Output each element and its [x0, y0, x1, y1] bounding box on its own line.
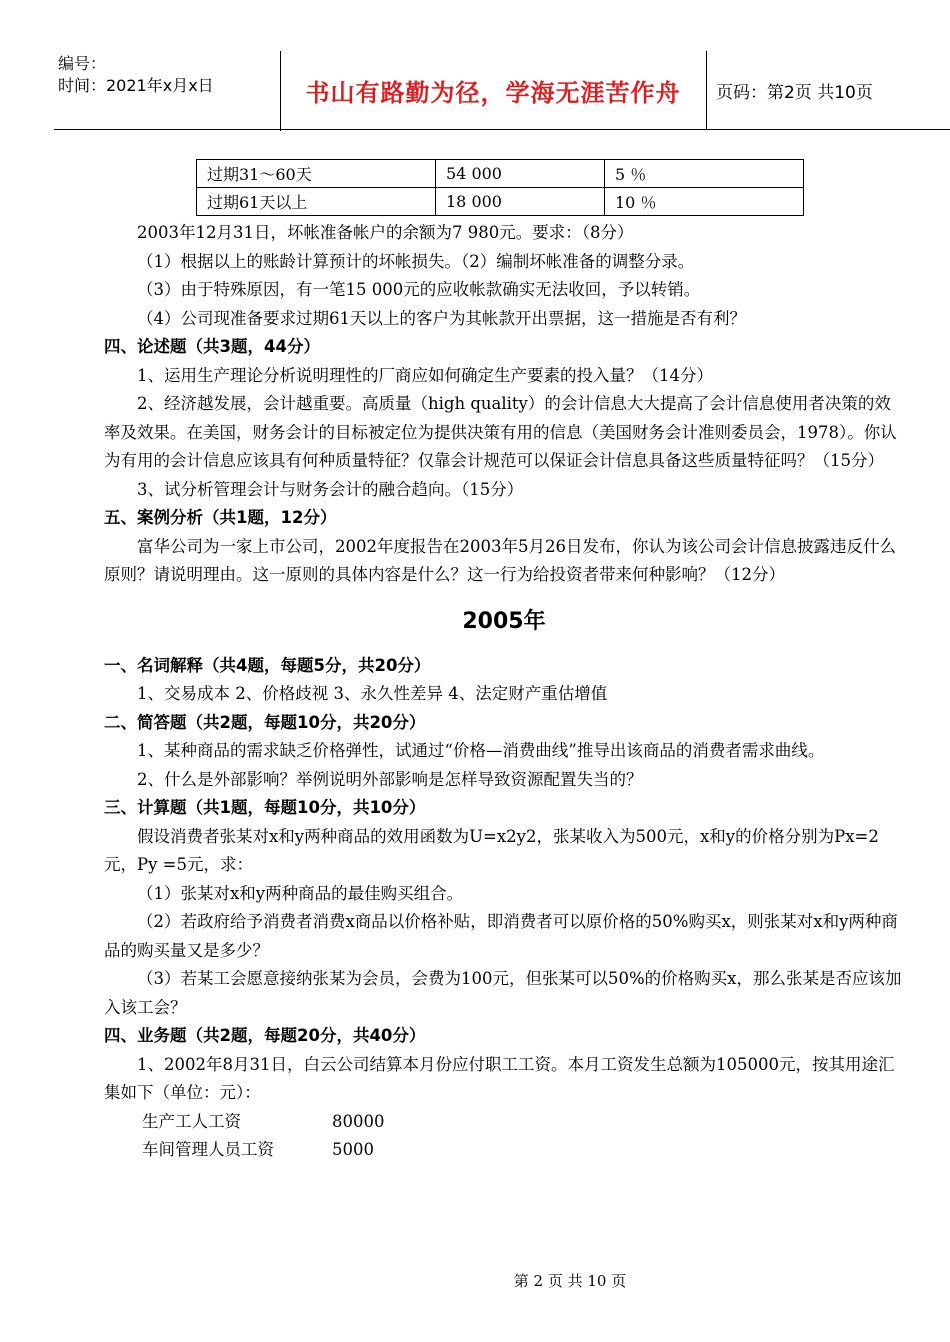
table-cell: 过期31～60天	[197, 160, 436, 188]
year-title: 2005年	[462, 608, 546, 634]
paragraph: （2）若政府给予消费者消费x商品以价格补贴，即消费者可以原价格的50%购买x，则张某对x和y两种商品的购买量又是多少？	[104, 912, 898, 960]
wage-label: 生产工人工资	[142, 1111, 241, 1131]
section-heading: 二、简答题（共2题，每题10分，共20分）	[104, 712, 426, 732]
paragraph: （4）公司现准备要求过期61天以上的客户为其帐款开出票据，这一措施是否有利？	[137, 308, 746, 328]
number-label: 编号：	[58, 54, 107, 73]
paragraph: 3、试分析管理会计与财务会计的融合趋向。（15分）	[137, 479, 524, 499]
paragraph: （1）根据以上的账龄计算预计的坏帐损失。（2）编制坏帐准备的调整分录。	[137, 251, 695, 271]
section-heading: 一、名词解释（共4题，每题5分，共20分）	[104, 655, 431, 675]
page-header	[54, 51, 950, 130]
paragraph: 2003年12月31日，坏帐准备帐户的余额为7 980元。要求：（8分）	[137, 223, 634, 242]
wage-row	[104, 1108, 904, 1137]
table-cell: 5 ％	[605, 160, 804, 188]
wage-value: 80000	[332, 1111, 385, 1131]
document-body	[104, 219, 904, 1165]
paragraph: 1、运用生产理论分析说明理性的厂商应如何确定生产要素的投入量？（14分）	[137, 365, 713, 385]
paragraph: 2、什么是外部影响？举例说明外部影响是怎样导致资源配置失当的？	[137, 769, 643, 789]
paragraph: （3）由于特殊原因，有一笔15 000元的应收帐款确实无法收回，予以转销。	[137, 280, 701, 299]
paragraph: （1）张某对x和y两种商品的最佳购买组合。	[137, 883, 464, 903]
paragraph: 2、经济越发展，会计越重要。高质量（high quality）的会计信息大大提高了会计信息使用者决策的效率及效果。在美国，财务会计的目标被定位为提供决策有用的信息（美国财务会计准则委员会，1978）。你认为有用的会计信息应该具有何种质量特征？仅靠会计规范可以保证会计信息具备这些质量特征吗？（15分）	[104, 394, 897, 470]
aging-table	[196, 159, 804, 216]
header-meta	[54, 51, 281, 131]
page-footer: 第 2 页 共 10 页	[513, 1272, 627, 1290]
table-cell: 10 ％	[605, 188, 804, 216]
table-row	[197, 188, 804, 216]
paragraph: 1、某种商品的需求缺乏价格弹性，试通过“价格—消费曲线”推导出该商品的消费者需求曲线。	[137, 741, 825, 760]
table-cell: 54 000	[436, 160, 605, 188]
section-heading: 四、业务题（共2题，每题20分，共40分）	[104, 1026, 426, 1045]
paragraph: 假设消费者张某对x和y两种商品的效用函数为U=x2y2，张某收入为500元，x和y的价格分别为Px=2元，Py =5元，求：	[104, 826, 879, 874]
section-heading: 五、案例分析（共1题，12分）	[104, 508, 337, 527]
wage-label: 车间管理人员工资	[142, 1140, 274, 1159]
paragraph: 1、2002年8月31日，白云公司结算本月份应付职工工资。本月工资发生总额为105000元，按其用途汇集如下（单位：元）：	[104, 1054, 895, 1102]
header-motto-cell	[280, 51, 707, 129]
paragraph: 富华公司为一家上市公司，2002年度报告在2003年5月26日发布，你认为该公司会计信息披露违反什么原则？请说明理由。这一原则的具体内容是什么？这一行为给投资者带来何种影响？（12分）	[104, 536, 896, 584]
table-cell: 18 000	[436, 188, 605, 216]
header-page-cell	[706, 51, 950, 129]
page-info: 页码：第2页 共10页	[716, 82, 873, 103]
paragraph: 1、交易成本 2、价格歧视 3、永久性差异 4、法定财产重估增值	[137, 684, 608, 703]
section-heading: 四、论述题（共3题，44分）	[104, 337, 320, 356]
section-heading: 三、计算题（共1题，每题10分，共10分）	[104, 798, 426, 817]
table-cell: 过期61天以上	[197, 188, 436, 216]
paragraph: （3）若某工会愿意接纳张某为会员，会费为100元，但张某可以50%的价格购买x，那么张某是否应该加入该工会？	[104, 969, 902, 1017]
motto: 书山有路勤为径，学海无涯苦作舟	[305, 78, 681, 107]
date-label: 时间：2021年x月x日	[58, 76, 214, 95]
wage-row	[104, 1136, 904, 1165]
table-row	[197, 160, 804, 188]
wage-value: 5000	[332, 1140, 374, 1159]
